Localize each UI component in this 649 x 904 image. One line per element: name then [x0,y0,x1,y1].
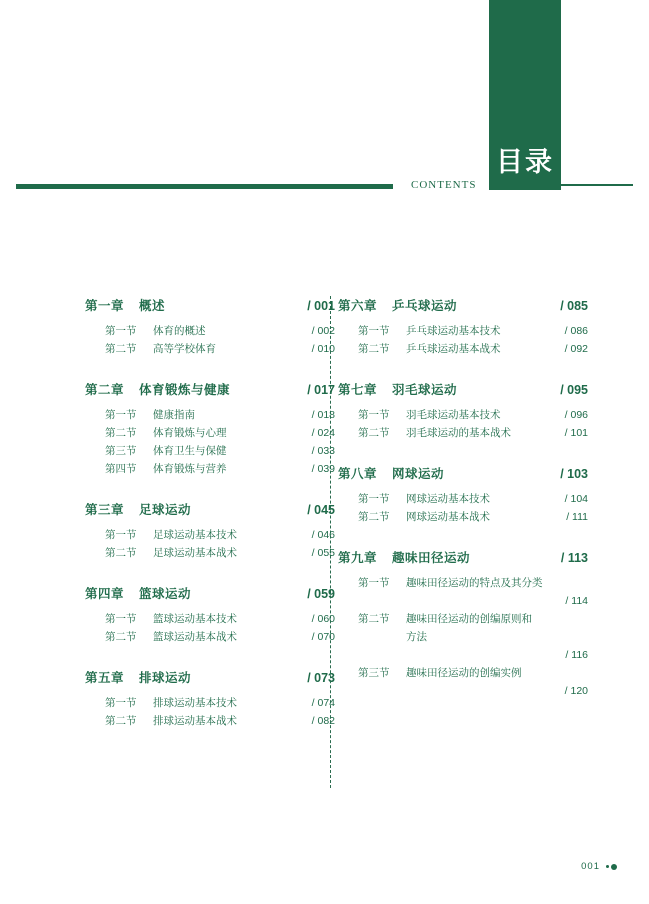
toc-section-row[interactable] [85,694,335,712]
toc-section-row[interactable] [85,424,335,442]
toc-section-row[interactable] [85,712,335,730]
toc-section-row[interactable] [85,340,335,358]
section-number: 第一节 [105,325,137,337]
chapter-page: / 113 [560,551,588,565]
section-page: / 055 [311,547,335,559]
toc-chapter-row[interactable] [338,380,588,398]
section-number: 第一节 [105,697,137,709]
section-number: 第一节 [358,577,390,589]
section-number: 第二节 [358,511,390,523]
toc-chapter-row[interactable] [338,464,588,482]
section-number: 第一节 [358,493,390,505]
chapter-page: / 085 [560,299,588,313]
toc-chapter-row[interactable] [85,500,335,518]
chapter-title: 篮球运动 [139,587,192,601]
chapter-title: 概述 [139,299,166,313]
chapter-title: 乒乓球运动 [392,299,458,313]
toc-section-row[interactable] [85,322,335,340]
section-title: 体育的概述 [153,325,206,337]
toc-section-row[interactable] [338,490,588,508]
section-page: / 096 [564,409,588,421]
section-page: / 018 [311,409,335,421]
footer-dots-icon [606,864,617,870]
section-number: 第一节 [358,325,390,337]
section-title: 羽毛球运动基本技术 [406,409,501,421]
chapter-number: 第五章 [85,671,125,685]
header-rule-left [16,184,393,189]
section-title: 趣味田径运动的创编原则和 [406,613,532,625]
toc-chapter-row[interactable] [85,296,335,314]
section-page: / 046 [311,529,335,541]
section-title: 排球运动基本战术 [153,715,237,727]
section-title: 乒乓球运动基本技术 [406,325,501,337]
contents-label: CONTENTS [411,179,477,191]
section-page: / 086 [564,325,588,337]
chapter-title: 网球运动 [392,467,445,481]
chapter-number: 第三章 [85,503,125,517]
toc-section-row[interactable] [338,574,588,610]
section-page: / 070 [311,631,335,643]
chapter-page: / 103 [560,467,588,481]
toc-section-row[interactable] [85,526,335,544]
section-number: 第二节 [105,631,137,643]
section-page: / 002 [311,325,335,337]
section-number: 第二节 [105,715,137,727]
section-title: 高等学校体育 [153,343,216,355]
section-title: 体育锻炼与营养 [153,463,227,475]
section-page: / 039 [311,463,335,475]
section-title: 健康指南 [153,409,195,421]
chapter-number: 第八章 [338,467,378,481]
toc-section-row[interactable] [338,508,588,526]
section-body [406,574,588,610]
section-number: 第二节 [105,427,137,439]
section-title: 乒乓球运动基本战术 [406,343,501,355]
section-number: 第三节 [105,445,137,457]
section-page: / 111 [566,511,588,523]
section-body [406,610,588,664]
toc-section-row[interactable] [338,406,588,424]
toc-section-row[interactable] [85,610,335,628]
toc-section-row[interactable] [85,442,335,460]
section-page: / 104 [564,493,588,505]
toc-section-row[interactable] [85,460,335,478]
section-title: 足球运动基本技术 [153,529,237,541]
section-title: 体育锻炼与心理 [153,427,227,439]
toc-section-row[interactable] [85,628,335,646]
section-page: / 010 [311,343,335,355]
section-page: / 033 [311,445,335,457]
toc-section-row[interactable] [338,610,588,664]
chapter-title: 羽毛球运动 [392,383,458,397]
chapter-page: / 017 [307,383,335,397]
section-title: 网球运动基本技术 [406,493,490,505]
section-title-continued: 方法 [406,631,427,643]
section-page: / 116 [565,649,588,661]
toc-section-row[interactable] [85,406,335,424]
page-title: 目录 [496,147,554,177]
section-body [406,664,588,700]
section-number: 第二节 [358,343,390,355]
chapter-page: / 059 [307,587,335,601]
section-number: 第一节 [105,529,137,541]
chapter-number: 第二章 [85,383,125,397]
page-footer [581,861,617,872]
toc-right-column [338,296,588,700]
toc-section-row[interactable] [338,424,588,442]
section-number: 第一节 [358,409,390,421]
section-number: 第二节 [105,547,137,559]
section-number: 第二节 [358,613,390,625]
section-title: 体育卫生与保健 [153,445,227,457]
toc-chapter-row[interactable] [85,668,335,686]
chapter-title: 排球运动 [139,671,192,685]
toc-section-row[interactable] [338,322,588,340]
section-title: 排球运动基本技术 [153,697,237,709]
chapter-number: 第一章 [85,299,125,313]
section-page: / 120 [564,685,588,697]
section-title: 篮球运动基本技术 [153,613,237,625]
section-title: 网球运动基本战术 [406,511,490,523]
toc-chapter-row[interactable] [338,296,588,314]
section-title: 羽毛球运动的基本战术 [406,427,511,439]
toc-left-column [85,296,335,730]
chapter-page: / 073 [307,671,335,685]
section-page: / 101 [564,427,588,439]
toc-chapter-row[interactable] [85,584,335,602]
section-page: / 082 [311,715,335,727]
section-page: / 074 [311,697,335,709]
section-title: 篮球运动基本战术 [153,631,237,643]
section-number: 第一节 [105,409,137,421]
section-number: 第二节 [358,427,390,439]
table-of-contents [0,296,649,796]
header-rule-right [561,184,633,186]
section-number: 第三节 [358,667,390,679]
toc-section-row[interactable] [338,340,588,358]
section-page: / 060 [311,613,335,625]
section-page: / 092 [564,343,588,355]
chapter-page: / 001 [307,299,335,313]
section-title: 趣味田径运动的特点及其分类 [406,577,543,589]
chapter-number: 第九章 [338,551,378,565]
toc-chapter-row[interactable] [338,548,588,566]
chapter-title: 趣味田径运动 [392,551,471,565]
toc-section-row[interactable] [85,544,335,562]
chapter-title: 足球运动 [139,503,192,517]
chapter-number: 第七章 [338,383,378,397]
chapter-page: / 095 [560,383,588,397]
chapter-page: / 045 [307,503,335,517]
section-title: 趣味田径运动的创编实例 [406,667,522,679]
section-page: / 114 [565,595,588,607]
footer-page-number: 001 [581,861,600,872]
section-number: 第四节 [105,463,137,475]
section-title: 足球运动基本战术 [153,547,237,559]
chapter-number: 第四章 [85,587,125,601]
section-page: / 024 [311,427,335,439]
toc-section-row[interactable] [338,664,588,700]
toc-chapter-row[interactable] [85,380,335,398]
chapter-title: 体育锻炼与健康 [139,383,231,397]
chapter-number: 第六章 [338,299,378,313]
section-number: 第一节 [105,613,137,625]
section-number: 第二节 [105,343,137,355]
